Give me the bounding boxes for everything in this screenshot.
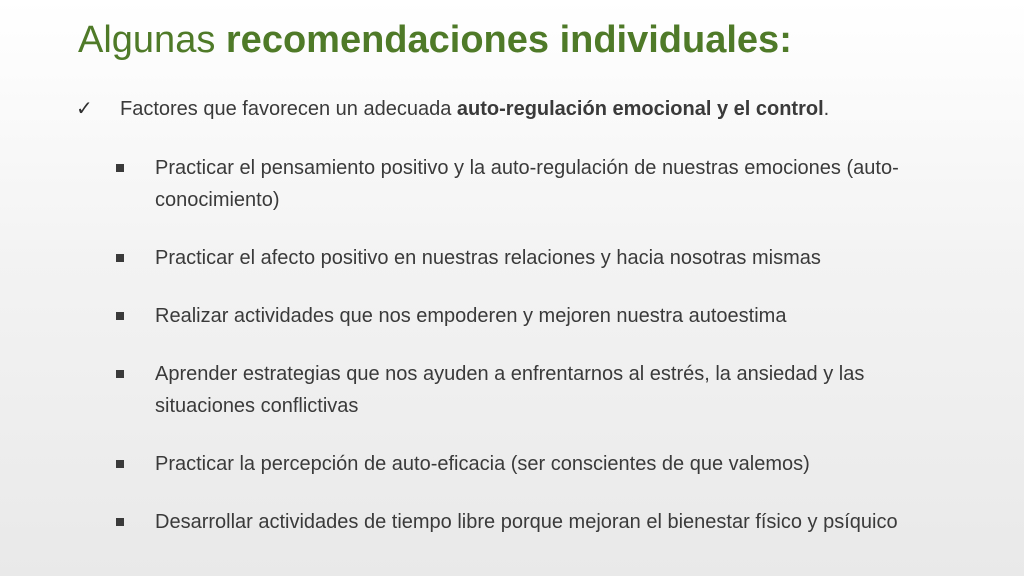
title-bold: recomendaciones individuales: bbox=[225, 19, 792, 61]
square-bullet-icon bbox=[116, 460, 124, 468]
lead-suffix: . bbox=[823, 98, 830, 120]
recommendation-list bbox=[116, 152, 966, 564]
square-bullet-icon bbox=[116, 254, 124, 262]
list-item-text: Desarrollar actividades de tiempo libre porque mejoran el bienestar físico y psíquico bbox=[155, 511, 898, 533]
title-regular: Algunas bbox=[78, 19, 226, 61]
list-item bbox=[116, 506, 966, 538]
lead-prefix: Factores que favorecen un adecuada bbox=[120, 98, 457, 120]
square-bullet-icon bbox=[116, 312, 124, 320]
slide-title bbox=[78, 14, 792, 66]
list-item-text: Realizar actividades que nos empoderen y mejoren nuestra autoestima bbox=[155, 305, 787, 327]
list-item-text: Aprender estrategias que nos ayuden a enfrentarnos al estrés, la ansiedad y las situaciones conflictivas bbox=[155, 363, 865, 417]
list-item bbox=[116, 358, 966, 422]
list-item-text: Practicar el afecto positivo en nuestras relaciones y hacia nosotras mismas bbox=[155, 247, 821, 269]
list-item bbox=[116, 448, 966, 480]
list-item bbox=[116, 152, 966, 216]
square-bullet-icon bbox=[116, 518, 124, 526]
lead-bold: auto-regulación emocional y el control bbox=[456, 98, 824, 120]
list-item-text: Practicar la percepción de auto-eficacia (ser conscientes de que valemos) bbox=[155, 453, 810, 475]
list-item bbox=[116, 300, 966, 332]
list-item-text: Practicar el pensamiento positivo y la auto-regulación de nuestras emociones (auto-conocimiento) bbox=[155, 157, 899, 211]
lead-point bbox=[76, 94, 976, 124]
square-bullet-icon bbox=[116, 370, 124, 378]
list-item bbox=[116, 242, 966, 274]
square-bullet-icon bbox=[116, 164, 124, 172]
check-icon: ✓ bbox=[76, 98, 93, 120]
